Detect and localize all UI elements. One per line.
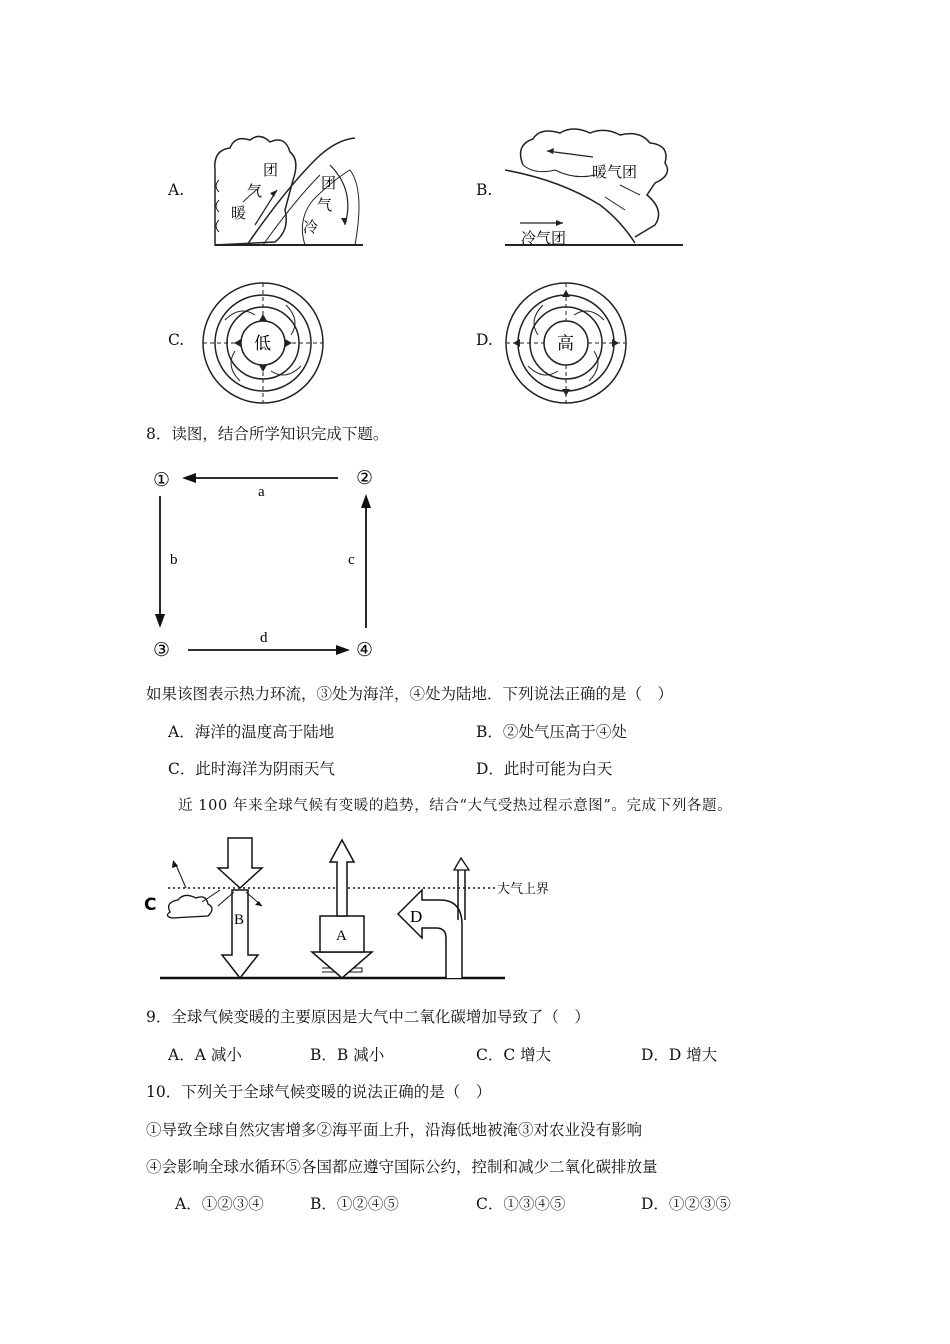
edge-c: c: [348, 552, 355, 568]
q10-option-d[interactable]: D．①②③⑤: [641, 1195, 731, 1213]
q10-statement-line-2: ④会影响全球水循环⑤各国都应遵守国际公约，控制和减少二氧化碳排放量: [146, 1158, 658, 1176]
cold-front-label-4: 团: [321, 174, 337, 192]
low-pressure-diagram: [200, 280, 326, 406]
q8-option-b[interactable]: B．②处气压高于④处: [476, 723, 627, 741]
q9-question: 9．全球气候变暖的主要原因是大气中二氧化碳增加导致了（ ）: [146, 1008, 590, 1026]
q9-option-c[interactable]: C．C 增大: [476, 1046, 552, 1064]
q10-statement-line-1: ①导致全球自然灾害增多②海平面上升，沿海低地被淹③对农业没有影响: [146, 1121, 643, 1139]
cold-front-label-6: 冷: [303, 218, 319, 236]
arrow-a-label: A: [336, 928, 347, 944]
low-center-label: 低: [254, 334, 271, 354]
q10-option-b[interactable]: B．①②④⑤: [310, 1195, 399, 1213]
q8-option-c[interactable]: C．此时海洋为阴雨天气: [168, 760, 335, 778]
node-1: ①: [153, 470, 171, 491]
high-pressure-diagram: [503, 280, 629, 406]
arrow-b-label: B: [234, 912, 245, 928]
q10-option-c[interactable]: C．①③④⑤: [476, 1195, 566, 1213]
cold-front-label-3: 暖: [231, 204, 247, 222]
q8-option-a[interactable]: A．海洋的温度高于陆地: [168, 723, 335, 741]
q9-option-b[interactable]: B．B 减小: [310, 1046, 385, 1064]
edge-d: d: [260, 630, 268, 646]
cold-front-label-2: 气: [247, 182, 263, 200]
group-intro: 近 100 年来全球气候有变暖的趋势，结合“大气受热过程示意图”。完成下列各题。: [178, 798, 733, 814]
warm-air-mass-label: 暖气团: [592, 163, 638, 181]
node-3: ③: [153, 640, 171, 661]
circulation-diagram: [150, 460, 390, 665]
q9-option-d[interactable]: D．D 增大: [641, 1046, 718, 1064]
cold-front-label-1: 团: [263, 161, 279, 179]
warm-front-diagram: [505, 125, 685, 250]
option-b-label: B.: [476, 181, 493, 199]
node-2: ②: [356, 468, 374, 489]
cold-air-mass-label: 冷气团: [521, 229, 567, 247]
option-d-label: D.: [476, 331, 493, 349]
q9-option-a[interactable]: A．A 减小: [168, 1046, 242, 1064]
cold-front-label-5: 气: [317, 196, 333, 214]
cold-front-diagram: [205, 130, 365, 248]
high-center-label: 高: [557, 334, 574, 354]
option-c-label: C.: [168, 331, 185, 349]
q8-stem: 8．读图，结合所学知识完成下题。: [146, 425, 389, 443]
q8-option-d[interactable]: D．此时可能为白天: [476, 760, 613, 778]
atmosphere-top-label: 大气上界: [497, 882, 550, 897]
atmosphere-heating-diagram: [140, 830, 580, 990]
label-c: C: [144, 895, 157, 915]
q8-question: 如果该图表示热力环流，③处为海洋，④处为陆地．下列说法正确的是（ ）: [146, 685, 674, 703]
node-4: ④: [356, 640, 374, 661]
arrow-d-label: D: [410, 907, 423, 926]
q10-option-a[interactable]: A．①②③④: [175, 1195, 264, 1213]
edge-b: b: [170, 552, 178, 568]
option-a-label: A.: [168, 181, 185, 199]
q10-question: 10．下列关于全球气候变暖的说法正确的是（ ）: [146, 1083, 492, 1101]
edge-a: a: [258, 484, 265, 500]
